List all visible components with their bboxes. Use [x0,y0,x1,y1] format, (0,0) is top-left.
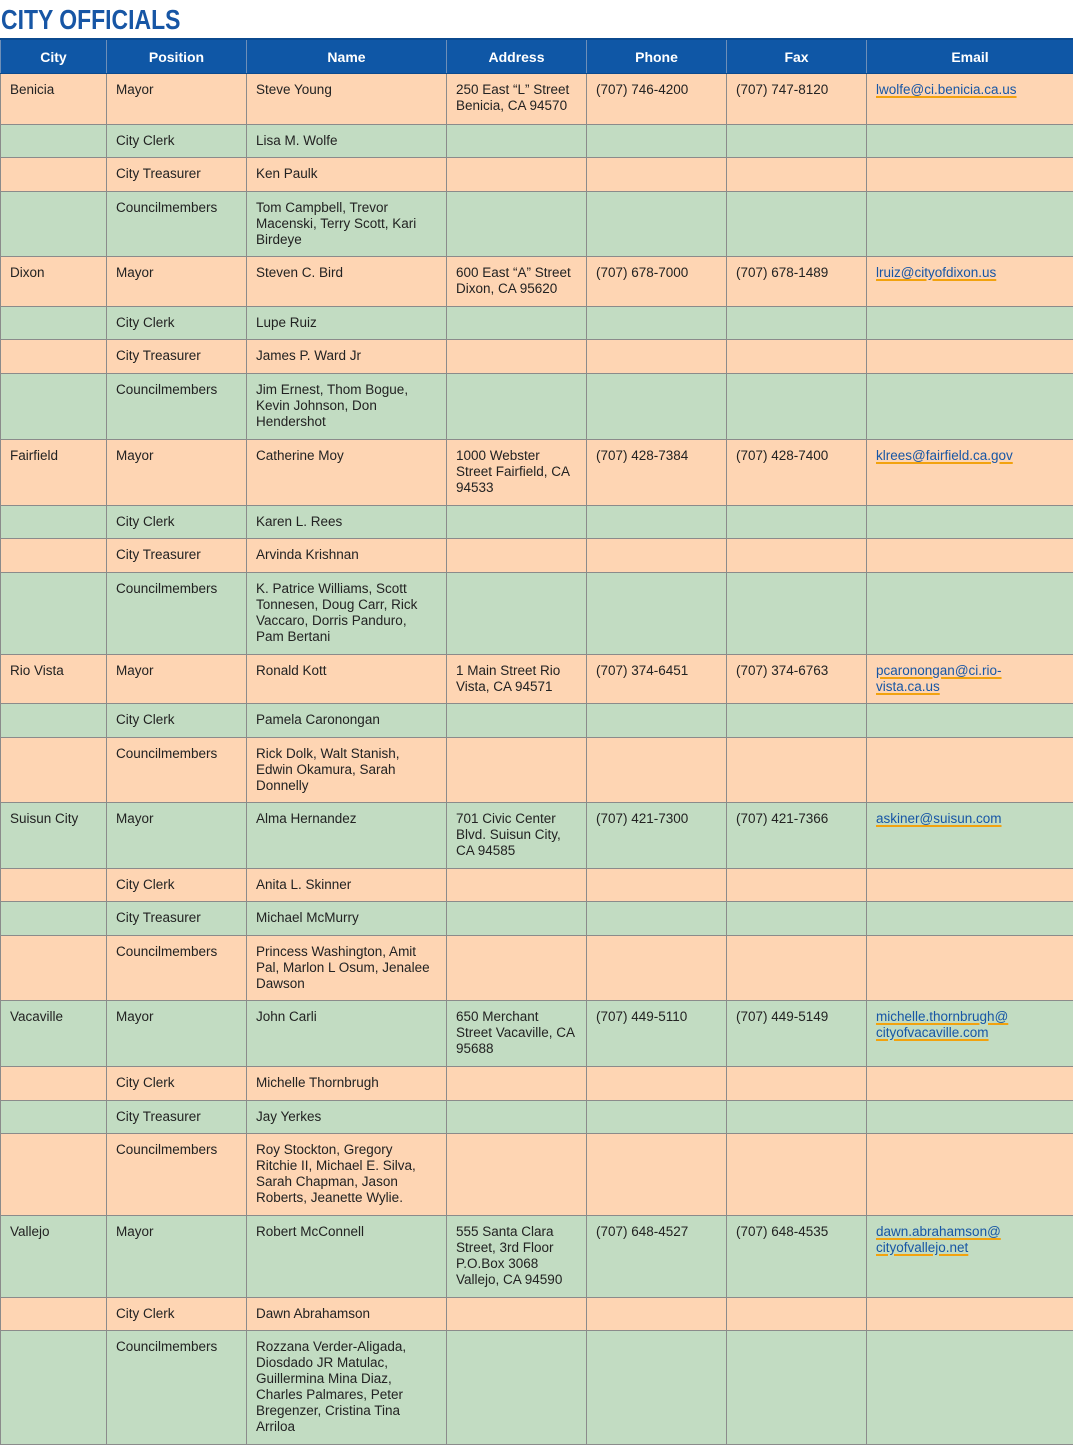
cell-city [1,738,107,803]
cell-position: City Clerk [107,125,247,158]
table-row [1,803,1073,869]
cell-name: K. Patrice Williams, Scott Tonnesen, Doug Carr, Rick Vaccaro, Dorris Panduro, Pam Bertani [247,573,447,655]
cell-fax [727,902,867,936]
header-name: Name [247,39,447,74]
header-city: City [1,39,107,74]
cell-phone: (707) 449-5110 [587,1001,727,1067]
cell-fax: (707) 374-6763 [727,655,867,704]
cell-email [867,1298,1073,1331]
cell-position: Councilmembers [107,192,247,257]
table-row [1,902,1073,936]
cell-fax [727,307,867,340]
table-header-row [1,39,1073,74]
page-title: CITY OFFICIALS [1,4,181,35]
cell-city [1,869,107,902]
cell-address [447,125,587,158]
cell-email [867,1331,1073,1445]
cell-position: Councilmembers [107,374,247,440]
table-row [1,936,1073,1001]
cell-city [1,936,107,1001]
cell-city [1,158,107,192]
cell-email [867,1134,1073,1216]
cell-fax [727,1101,867,1134]
email-link[interactable]: klrees@fairfield.ca.gov [876,448,1013,463]
cell-name: Karen L. Rees [247,506,447,539]
cell-phone [587,125,727,158]
cell-address: 650 Merchant Street Vacaville, CA 95688 [447,1001,587,1067]
cell-name: Rick Dolk, Walt Stanish, Edwin Okamura, Sarah Donnelly [247,738,447,803]
cell-position: Mayor [107,440,247,506]
table-row [1,1298,1073,1331]
cell-address [447,374,587,440]
cell-fax [727,539,867,573]
cell-fax [727,1134,867,1216]
header-position: Position [107,39,247,74]
cell-city: Vacaville [1,1001,107,1067]
cell-name: John Carli [247,1001,447,1067]
cell-name: Pamela Caronongan [247,704,447,738]
cell-email [867,936,1073,1001]
cell-phone: (707) 428-7384 [587,440,727,506]
cell-fax [727,340,867,374]
cell-email [867,307,1073,340]
cell-email [867,738,1073,803]
cell-email [867,1001,1073,1067]
cell-name: Dawn Abrahamson [247,1298,447,1331]
header-fax: Fax [727,39,867,74]
cell-city [1,1067,107,1101]
table-row [1,1134,1073,1216]
cell-email [867,655,1073,704]
cell-fax [727,192,867,257]
email-link[interactable]: michelle.thornbrugh@ cityofvacaville.com [876,1009,1009,1040]
cell-fax [727,738,867,803]
header-email: Email [867,39,1073,74]
cell-email [867,257,1073,307]
table-row [1,257,1073,307]
cell-position: Councilmembers [107,936,247,1001]
cell-name: Michael McMurry [247,902,447,936]
table-row [1,307,1073,340]
email-link[interactable]: pcaronongan@ci.rio-vista.ca.us [876,663,1002,694]
cell-fax [727,1298,867,1331]
cell-city: Vallejo [1,1216,107,1298]
cell-phone: (707) 746-4200 [587,74,727,125]
cell-fax [727,125,867,158]
cell-city: Benicia [1,74,107,125]
table-row [1,573,1073,655]
cell-name: Princess Washington, Amit Pal, Marlon L Osum, Jenalee Dawson [247,936,447,1001]
cell-position: City Treasurer [107,902,247,936]
table-row [1,869,1073,902]
cell-fax [727,1331,867,1445]
cell-position: Mayor [107,1001,247,1067]
cell-position: Councilmembers [107,1134,247,1216]
cell-phone [587,340,727,374]
cell-position: Mayor [107,257,247,307]
cell-email [867,192,1073,257]
city-officials-table [0,38,1073,1445]
cell-position: City Clerk [107,704,247,738]
cell-fax: (707) 449-5149 [727,1001,867,1067]
cell-city: Fairfield [1,440,107,506]
cell-city [1,374,107,440]
cell-position: Mayor [107,803,247,869]
cell-email [867,374,1073,440]
cell-city [1,506,107,539]
cell-phone: (707) 678-7000 [587,257,727,307]
header-phone: Phone [587,39,727,74]
header-address: Address [447,39,587,74]
cell-position: Councilmembers [107,573,247,655]
cell-address: 250 East “L” Street Benicia, CA 94570 [447,74,587,125]
cell-name: Rozzana Verder-Aligada, Diosdado JR Matulac, Guillermina Mina Diaz, Charles Palmares, Peter Bregenzer, Cristina Tina Arriloa [247,1331,447,1445]
cell-city [1,307,107,340]
cell-position: City Clerk [107,506,247,539]
cell-address [447,506,587,539]
cell-address [447,158,587,192]
cell-position: City Treasurer [107,158,247,192]
cell-phone [587,573,727,655]
cell-address [447,1298,587,1331]
table-row [1,704,1073,738]
cell-address [447,1331,587,1445]
cell-address [447,1067,587,1101]
cell-email [867,573,1073,655]
cell-address [447,704,587,738]
cell-fax [727,869,867,902]
cell-email [867,539,1073,573]
cell-fax: (707) 747-8120 [727,74,867,125]
cell-email [867,125,1073,158]
cell-fax [727,506,867,539]
cell-address [447,1101,587,1134]
table-row [1,1331,1073,1445]
cell-name: Catherine Moy [247,440,447,506]
cell-name: Tom Campbell, Trevor Macenski, Terry Scott, Kari Birdeye [247,192,447,257]
cell-city [1,573,107,655]
cell-fax [727,374,867,440]
table-row [1,158,1073,192]
cell-fax: (707) 648-4535 [727,1216,867,1298]
cell-phone [587,1298,727,1331]
table-row [1,1067,1073,1101]
cell-fax [727,936,867,1001]
cell-name: Jim Ernest, Thom Bogue, Kevin Johnson, Don Hendershot [247,374,447,440]
table-row [1,125,1073,158]
email-link[interactable]: lwolfe@ci.benicia.ca.us [876,82,1017,97]
cell-position: Mayor [107,655,247,704]
table-row [1,74,1073,125]
cell-fax: (707) 428-7400 [727,440,867,506]
cell-phone [587,158,727,192]
email-link[interactable]: lruiz@cityofdixon.us [876,265,997,280]
cell-phone [587,902,727,936]
cell-name: Robert McConnell [247,1216,447,1298]
table-row [1,738,1073,803]
cell-email [867,440,1073,506]
cell-position: City Clerk [107,1298,247,1331]
cell-address: 600 East “A” Street Dixon, CA 95620 [447,257,587,307]
cell-address [447,1134,587,1216]
cell-city [1,1101,107,1134]
cell-email [867,902,1073,936]
table-row [1,440,1073,506]
table-row [1,539,1073,573]
cell-fax [727,158,867,192]
cell-name: Ken Paulk [247,158,447,192]
table-row [1,1101,1073,1134]
cell-name: Roy Stockton, Gregory Ritchie II, Michael E. Silva, Sarah Chapman, Jason Roberts, Jeanette Wylie. [247,1134,447,1216]
cell-fax [727,573,867,655]
cell-position: City Clerk [107,869,247,902]
cell-city [1,1298,107,1331]
cell-email [867,74,1073,125]
cell-phone: (707) 648-4527 [587,1216,727,1298]
cell-name: Ronald Kott [247,655,447,704]
table-row [1,1001,1073,1067]
cell-city [1,192,107,257]
cell-email [867,158,1073,192]
cell-position: City Clerk [107,307,247,340]
cell-email [867,869,1073,902]
cell-phone [587,1101,727,1134]
cell-name: James P. Ward Jr [247,340,447,374]
cell-name: Arvinda Krishnan [247,539,447,573]
cell-name: Steve Young [247,74,447,125]
cell-address [447,573,587,655]
cell-phone: (707) 374-6451 [587,655,727,704]
cell-phone [587,704,727,738]
cell-phone [587,374,727,440]
cell-address [447,902,587,936]
cell-position: Mayor [107,74,247,125]
cell-position: City Treasurer [107,340,247,374]
cell-phone [587,1134,727,1216]
cell-address: 1 Main Street Rio Vista, CA 94571 [447,655,587,704]
cell-city [1,539,107,573]
cell-phone [587,1331,727,1445]
table-row [1,340,1073,374]
cell-city: Suisun City [1,803,107,869]
cell-email [867,803,1073,869]
cell-position: City Clerk [107,1067,247,1101]
cell-name: Steven C. Bird [247,257,447,307]
cell-fax: (707) 421-7366 [727,803,867,869]
cell-fax: (707) 678-1489 [727,257,867,307]
cell-address [447,307,587,340]
cell-name: Alma Hernandez [247,803,447,869]
cell-email [867,1067,1073,1101]
cell-address [447,192,587,257]
cell-address: 701 Civic Center Blvd. Suisun City, CA 94585 [447,803,587,869]
cell-phone: (707) 421-7300 [587,803,727,869]
table-row [1,506,1073,539]
cell-phone [587,738,727,803]
cell-phone [587,307,727,340]
cell-phone [587,869,727,902]
cell-address: 555 Santa Clara Street, 3rd Floor P.O.Box 3068 Vallejo, CA 94590 [447,1216,587,1298]
cell-position: Councilmembers [107,738,247,803]
cell-name: Jay Yerkes [247,1101,447,1134]
email-link[interactable]: dawn.abrahamson@ cityofvallejo.net [876,1224,1001,1255]
cell-address [447,738,587,803]
cell-position: Councilmembers [107,1331,247,1445]
cell-position: City Treasurer [107,539,247,573]
table-body [1,74,1073,1445]
cell-address: 1000 Webster Street Fairfield, CA 94533 [447,440,587,506]
cell-address [447,936,587,1001]
cell-email [867,704,1073,738]
cell-name: Lupe Ruiz [247,307,447,340]
cell-city [1,1134,107,1216]
cell-address [447,539,587,573]
cell-email [867,506,1073,539]
cell-address [447,340,587,374]
cell-position: City Treasurer [107,1101,247,1134]
cell-email [867,1101,1073,1134]
cell-fax [727,1067,867,1101]
cell-phone [587,1067,727,1101]
cell-name: Anita L. Skinner [247,869,447,902]
email-link[interactable]: askiner@suisun.com [876,811,1002,826]
cell-city: Dixon [1,257,107,307]
cell-email [867,1216,1073,1298]
cell-city [1,1331,107,1445]
cell-city: Rio Vista [1,655,107,704]
table-row [1,655,1073,704]
cell-address [447,869,587,902]
cell-city [1,125,107,158]
cell-email [867,340,1073,374]
cell-position: Mayor [107,1216,247,1298]
cell-name: Lisa M. Wolfe [247,125,447,158]
cell-phone [587,506,727,539]
cell-city [1,340,107,374]
table-row [1,374,1073,440]
table-row [1,1216,1073,1298]
cell-city [1,704,107,738]
cell-fax [727,704,867,738]
cell-phone [587,936,727,1001]
cell-city [1,902,107,936]
cell-phone [587,192,727,257]
cell-phone [587,539,727,573]
table-row [1,192,1073,257]
cell-name: Michelle Thornbrugh [247,1067,447,1101]
